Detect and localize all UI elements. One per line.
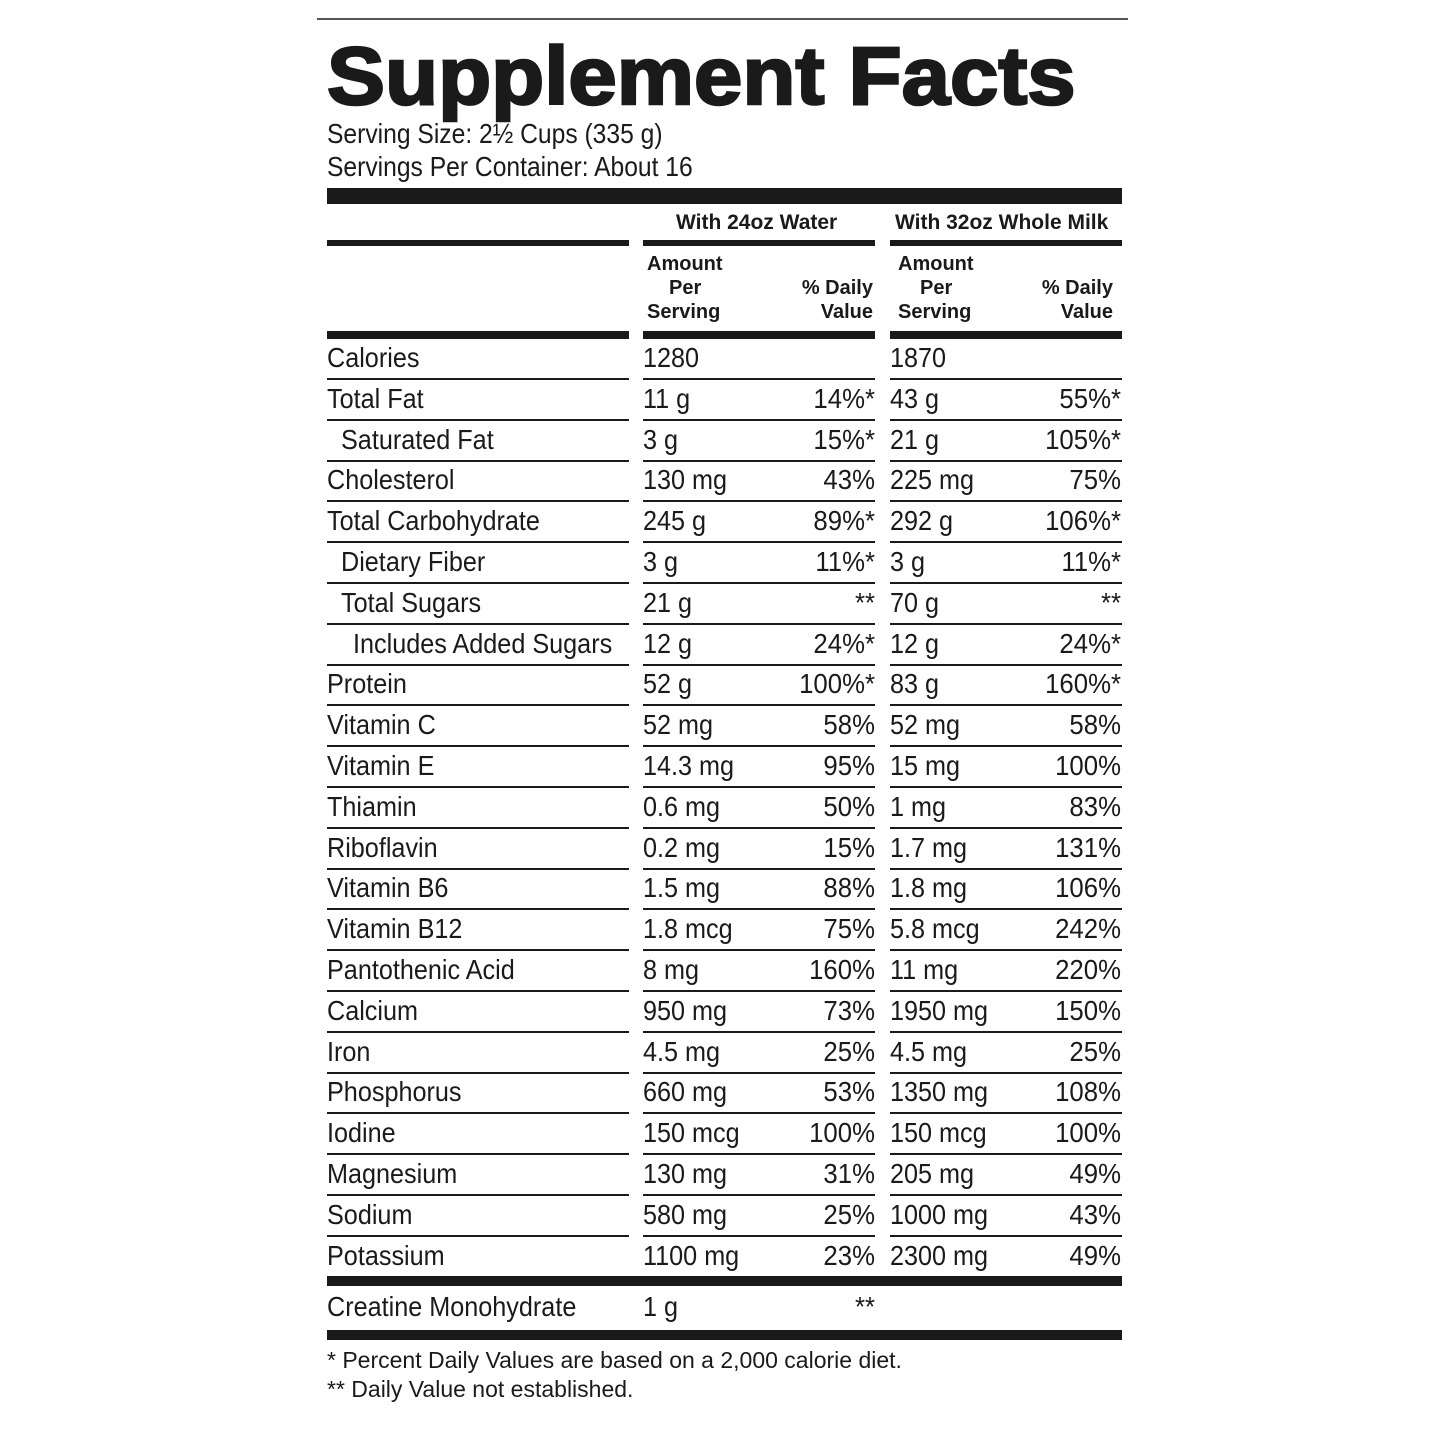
daily-value-milk: 49% (1069, 1158, 1121, 1189)
table-row (327, 788, 1122, 829)
table-row (327, 1237, 1122, 1278)
dv-header-line: % Daily (801, 277, 873, 299)
servings-per-container: Servings Per Container: About 16 (327, 151, 693, 182)
amount-milk: 1.8 mg (890, 872, 968, 904)
header-rule-name (327, 240, 629, 246)
table-row (327, 502, 1122, 543)
daily-value-water: ** (854, 586, 875, 618)
nutrient-name: Total Sugars (341, 586, 482, 618)
table-row (327, 461, 1122, 502)
daily-value-water: 58% (823, 709, 875, 741)
amount-water: 1 g (643, 1291, 679, 1322)
table-row (327, 543, 1122, 584)
amount-milk: 43 g (890, 382, 940, 414)
amount-milk: 225 mg (890, 464, 975, 496)
daily-value-water (776, 339, 875, 380)
daily-value-milk (1016, 339, 1121, 380)
amount-water: 660 mg (643, 1076, 728, 1108)
amount-milk: 205 mg (890, 1158, 975, 1189)
table-row (327, 665, 1122, 706)
nutrient-name: Protein (327, 668, 407, 700)
table-row-extra (327, 1288, 1122, 1329)
header-rule-milk (890, 240, 1122, 246)
daily-value-milk: 150% (1055, 994, 1121, 1026)
amount-milk: 292 g (890, 505, 954, 537)
daily-value-milk: 105%* (1045, 423, 1121, 455)
column-group-water: With 24oz Water (676, 211, 838, 234)
thick-rule-top (327, 188, 1122, 204)
nutrient-name: Potassium (327, 1239, 445, 1271)
daily-value-milk: 106%* (1045, 505, 1121, 537)
daily-value-water: 43% (823, 464, 875, 496)
amount-water: 14.3 mg (643, 750, 735, 781)
nutrient-name: Thiamin (327, 790, 417, 822)
amount-water: 1280 (643, 342, 700, 373)
daily-value-milk: 160%* (1045, 668, 1121, 700)
amount-milk: 1870 (890, 342, 947, 373)
amount-milk: 1 mg (890, 790, 947, 822)
amount-milk: 4.5 mg (890, 1035, 968, 1067)
amount-water: 21 g (643, 586, 693, 618)
daily-value-milk: 108% (1055, 1076, 1121, 1108)
amount-header-line: Per (920, 277, 953, 299)
subheader-rule-water (643, 331, 875, 339)
amount-water: 52 mg (643, 709, 714, 741)
amount-water: 3 g (643, 423, 679, 455)
daily-value-water: 75% (823, 913, 875, 945)
daily-value-water: 53% (823, 1076, 875, 1108)
amount-water: 1100 mg (643, 1239, 740, 1271)
dv-header-milk (1007, 276, 1113, 324)
daily-value-water: 88% (823, 872, 875, 904)
daily-value-milk: 24%* (1059, 627, 1121, 659)
amount-milk: 15 mg (890, 750, 961, 781)
daily-value-milk: 11%* (1061, 546, 1121, 577)
amount-milk: 1.7 mg (890, 831, 968, 863)
amount-header-milk (898, 252, 974, 324)
serving-size: Serving Size: 2½ Cups (335 g) (327, 118, 663, 149)
daily-value-milk: 106% (1055, 872, 1121, 904)
nutrient-name: Iodine (327, 1117, 396, 1149)
amount-milk: 21 g (890, 423, 940, 455)
nutrient-name: Total Carbohydrate (327, 505, 540, 537)
amount-milk: 3 g (890, 546, 926, 577)
nutrient-name: Dietary Fiber (341, 546, 486, 577)
daily-value-milk: 75% (1069, 464, 1121, 496)
daily-value-water: 24%* (813, 627, 875, 659)
daily-value-milk: 49% (1069, 1239, 1121, 1271)
amount-water: 950 mg (643, 994, 728, 1026)
dv-header-water (767, 276, 873, 324)
amount-header-line: Serving (898, 301, 972, 323)
daily-value-water: 11%* (815, 546, 875, 577)
amount-milk: 11 mg (890, 954, 959, 985)
amount-water: 4.5 mg (643, 1035, 721, 1067)
nutrient-name: Calories (327, 342, 420, 373)
nutrient-name: Riboflavin (327, 831, 438, 863)
nutrient-name: Magnesium (327, 1158, 458, 1189)
daily-value-water: 15% (823, 831, 875, 863)
column-group-milk: With 32oz Whole Milk (895, 211, 1109, 234)
amount-water: 1.5 mg (643, 872, 721, 904)
nutrient-name: Vitamin C (327, 709, 436, 741)
amount-water: 11 g (643, 382, 691, 414)
amount-header-line: Serving (647, 301, 721, 323)
amount-milk: 52 mg (890, 709, 961, 741)
subheader-rule-milk (890, 331, 1122, 339)
table-row (327, 1196, 1122, 1237)
nutrient-name: Phosphorus (327, 1076, 462, 1108)
nutrient-name: Creatine Monohydrate (327, 1291, 577, 1322)
daily-value-water: 89%* (813, 505, 875, 537)
daily-value-water: 100% (809, 1117, 875, 1149)
amount-water: 52 g (643, 668, 693, 700)
table-row (327, 951, 1122, 992)
daily-value-milk: 55%* (1059, 382, 1121, 414)
header-rule-water (643, 240, 875, 246)
nutrient-name: Includes Added Sugars (353, 627, 613, 659)
amount-water: 130 mg (643, 464, 728, 496)
amount-header-water (647, 252, 723, 324)
amount-water: 0.2 mg (643, 831, 721, 863)
daily-value-milk: 58% (1069, 709, 1121, 741)
nutrient-name: Sodium (327, 1198, 413, 1230)
daily-value-milk: 220% (1055, 954, 1121, 985)
nutrient-name: Saturated Fat (341, 423, 494, 455)
nutrient-name: Vitamin B12 (327, 913, 463, 945)
table-row (327, 869, 1122, 910)
dv-header-line: Value (820, 301, 873, 323)
amount-milk: 1000 mg (890, 1198, 989, 1230)
table-row (327, 421, 1122, 462)
table-row (327, 747, 1122, 788)
daily-value-milk: 100% (1055, 1117, 1121, 1149)
table-row (327, 910, 1122, 951)
daily-value-water: 14%* (813, 382, 875, 414)
daily-value-water: 100%* (799, 668, 875, 700)
daily-value-milk: 242% (1055, 913, 1121, 945)
table-row (327, 829, 1122, 870)
daily-value-water: 160% (809, 954, 875, 985)
daily-value-water: 31% (823, 1158, 875, 1189)
amount-water: 580 mg (643, 1198, 728, 1230)
amount-water: 12 g (643, 627, 693, 659)
nutrient-name: Calcium (327, 994, 419, 1026)
daily-value-milk: ** (1100, 586, 1121, 618)
thick-rule-mid (327, 1276, 1122, 1286)
nutrient-name: Vitamin B6 (327, 872, 449, 904)
nutrient-name: Vitamin E (327, 750, 435, 781)
nutrient-name: Cholesterol (327, 464, 455, 496)
daily-value-milk: 100% (1055, 750, 1121, 781)
top-rule (317, 18, 1128, 20)
amount-milk: 12 g (890, 627, 940, 659)
daily-value-milk: 83% (1069, 790, 1121, 822)
table-row (327, 1073, 1122, 1114)
amount-milk: 5.8 mcg (890, 913, 980, 945)
amount-milk: 83 g (890, 668, 940, 700)
daily-value-water: 23% (823, 1239, 875, 1271)
amount-water: 0.6 mg (643, 790, 721, 822)
amount-milk: 2300 mg (890, 1239, 989, 1271)
nutrient-name: Iron (327, 1035, 371, 1067)
daily-value-milk: 131% (1055, 831, 1121, 863)
table-row (327, 992, 1122, 1033)
daily-value-water: 25% (823, 1198, 875, 1230)
amount-header-line: Per (669, 277, 702, 299)
amount-water: 8 mg (643, 954, 700, 985)
label-title: Supplement Facts (327, 31, 1076, 122)
nutrient-name: Pantothenic Acid (327, 954, 515, 985)
daily-value-water: 95% (823, 750, 875, 781)
daily-value-water: 25% (823, 1035, 875, 1067)
amount-header-line: Amount (647, 253, 723, 275)
table-row (327, 584, 1122, 625)
table-row (327, 380, 1122, 421)
amount-header-line: Amount (898, 253, 974, 275)
thick-rule-bottom (327, 1330, 1122, 1340)
table-row (327, 339, 1122, 380)
amount-water: 150 mcg (643, 1117, 740, 1149)
amount-milk: 1950 mg (890, 994, 989, 1026)
daily-value-water: 73% (823, 994, 875, 1026)
table-row (327, 1033, 1122, 1074)
subheader-rule-name (327, 331, 629, 339)
dv-header-line: Value (1060, 301, 1113, 323)
footnote-not-established: ** Daily Value not established. (327, 1376, 634, 1402)
amount-water: 130 mg (643, 1158, 728, 1189)
footnote-daily-values: * Percent Daily Values are based on a 2,000 calorie diet. (327, 1347, 902, 1373)
daily-value-water: 15%* (813, 423, 875, 455)
amount-milk: 150 mcg (890, 1117, 987, 1149)
nutrient-name: Total Fat (327, 382, 424, 414)
table-row (327, 706, 1122, 747)
daily-value-water: ** (854, 1291, 875, 1322)
table-row (327, 1155, 1122, 1196)
daily-value-milk: 25% (1069, 1035, 1121, 1067)
amount-milk: 1350 mg (890, 1076, 989, 1108)
daily-value-water: 50% (823, 790, 875, 822)
amount-milk: 70 g (890, 586, 940, 618)
table-row (327, 1114, 1122, 1155)
amount-water: 245 g (643, 505, 707, 537)
dv-header-line: % Daily (1041, 277, 1113, 299)
table-row (327, 625, 1122, 666)
daily-value-milk: 43% (1069, 1198, 1121, 1230)
amount-water: 3 g (643, 546, 679, 577)
amount-water: 1.8 mcg (643, 913, 733, 945)
